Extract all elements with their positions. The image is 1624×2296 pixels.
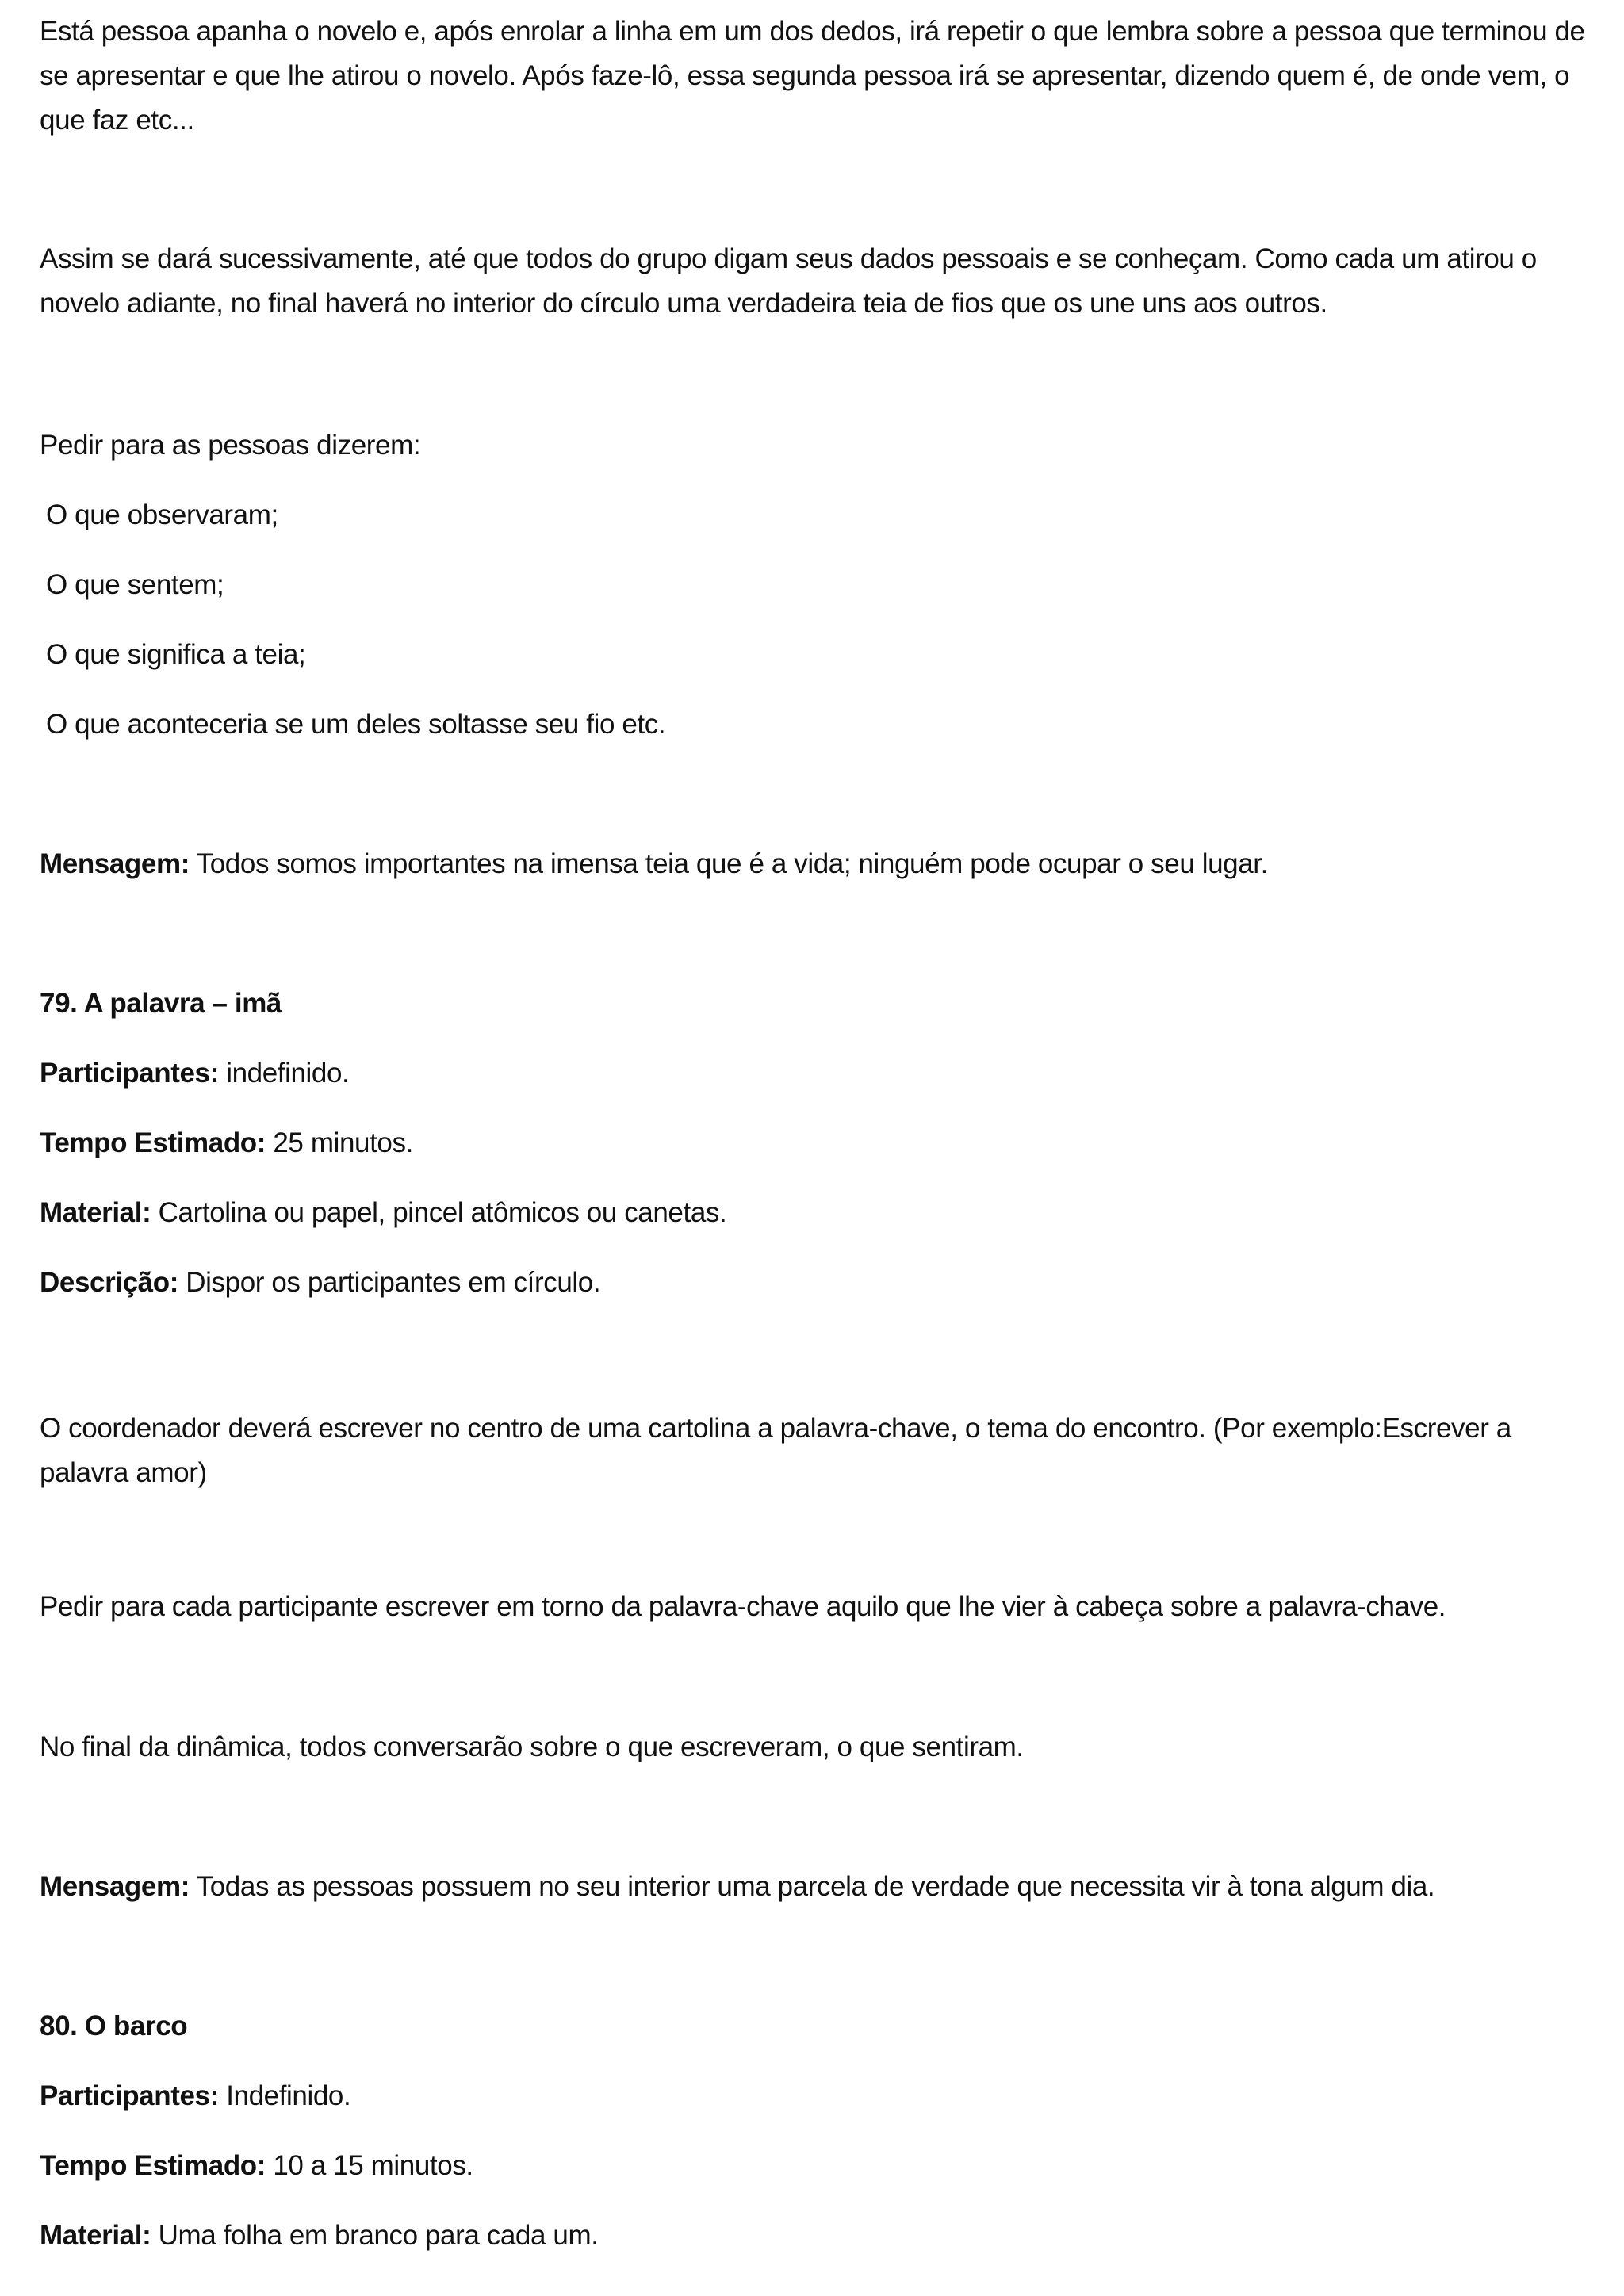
- paragraph-novelo-repeat: Está pessoa apanha o novelo e, após enrolar a linha em um dos dedos, irá repetir o que lembra sobre a pessoa que terminou de se apresentar e que lhe atirou o novelo. Após faze-lô, essa segunda pessoa irá se apresentar, dizendo quem é, de onde vem, o que faz etc...: [40, 16, 1585, 136]
- participants-label: Participantes:: [40, 2080, 219, 2111]
- time-value: 25 minutos.: [266, 1127, 413, 1158]
- description-79: [40, 1261, 1594, 1305]
- section-title-79: 79. A palavra – imã: [40, 988, 282, 1019]
- participants-label: Participantes:: [40, 1058, 219, 1089]
- question-release-thread: O que aconteceria se um deles soltasse seu fio etc.: [46, 709, 666, 740]
- time-label: Tempo Estimado:: [40, 1127, 266, 1158]
- message-label: Mensagem:: [40, 848, 190, 879]
- paragraph-ask-people: Pedir para as pessoas dizerem:: [40, 430, 421, 461]
- material-label: Material:: [40, 1197, 151, 1228]
- participants-value: Indefinido.: [218, 2080, 351, 2111]
- question-observed: O que observaram;: [46, 499, 278, 530]
- participants-value: indefinido.: [218, 1058, 350, 1089]
- material-79: [40, 1191, 1594, 1235]
- material-value: Uma folha em branco para cada um.: [151, 2220, 599, 2251]
- material-label: Material:: [40, 2220, 151, 2251]
- description-value: Dispor os participantes em círculo.: [178, 1267, 601, 1298]
- time-value: 10 a 15 minutos.: [266, 2150, 473, 2181]
- question-meaning: O que significa a teia;: [46, 639, 306, 670]
- material-value: Cartolina ou papel, pincel atômicos ou canetas.: [151, 1197, 727, 1228]
- question-feel: O que sentem;: [46, 569, 224, 600]
- time-80: [40, 2144, 1594, 2188]
- message-78: [40, 842, 1594, 886]
- paragraph-keyword: O coordenador deverá escrever no centro de uma cartolina a palavra-chave, o tema do encontro. (Por exemplo:Escrever a palavra amor): [40, 1413, 1511, 1488]
- time-label: Tempo Estimado:: [40, 2150, 266, 2181]
- material-80: [40, 2214, 1594, 2258]
- time-79: [40, 1121, 1594, 1165]
- section-title-80: 80. O barco: [40, 2011, 188, 2042]
- participants-80: [40, 2074, 1594, 2118]
- document-page: [40, 0, 1594, 2296]
- paragraph-write-around: Pedir para cada participante escrever em torno da palavra-chave aquilo que lhe vier à cabeça sobre a palavra-chave.: [40, 1591, 1446, 1622]
- message-text: Todos somos importantes na imensa teia que é a vida; ninguém pode ocupar o seu lugar.: [189, 848, 1268, 879]
- paragraph-teia-formation: Assim se dará sucessivamente, até que todos do grupo digam seus dados pessoais e se conheçam. Como cada um atirou o novelo adiante, no final haverá no interior do círculo uma verdadeira teia de fios que os une uns aos outros.: [40, 243, 1537, 319]
- description-label: Descrição:: [40, 1267, 178, 1298]
- message-label: Mensagem:: [40, 1871, 190, 1902]
- message-text: Todas as pessoas possuem no seu interior uma parcela de verdade que necessita vir à tona algum dia.: [189, 1871, 1435, 1902]
- message-79: [40, 1865, 1594, 1909]
- participants-79: [40, 1051, 1594, 1096]
- paragraph-final-talk: No final da dinâmica, todos conversarão sobre o que escreveram, o que sentiram.: [40, 1732, 1024, 1762]
